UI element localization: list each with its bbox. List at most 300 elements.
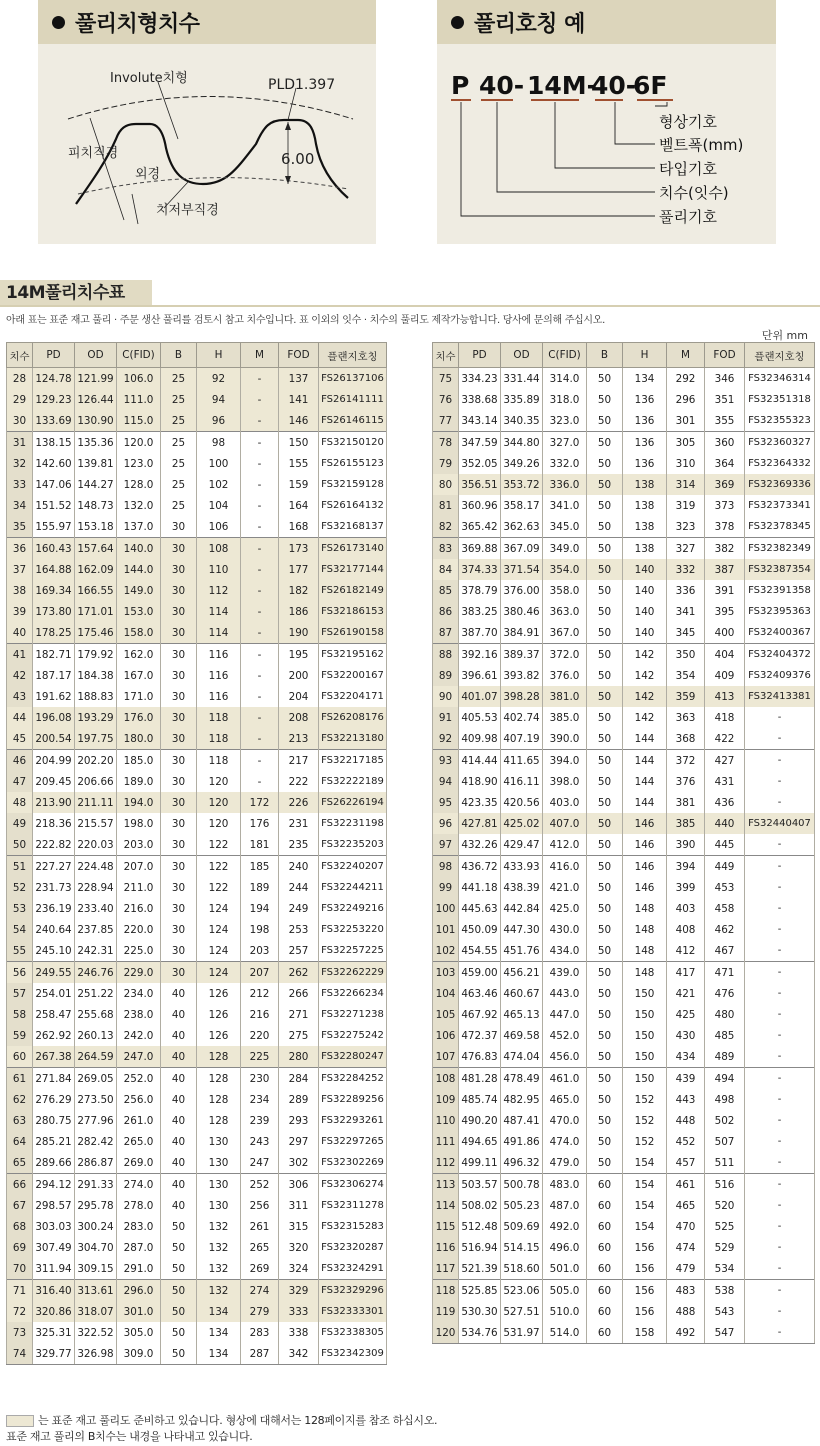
table-cell: 287.0 — [117, 1237, 161, 1258]
table-cell: 193.29 — [75, 707, 117, 728]
table-cell: FS32257225 — [319, 940, 387, 962]
table-cell: FS32293261 — [319, 1110, 387, 1131]
table-cell: - — [745, 728, 815, 750]
table-cell: 247.0 — [117, 1046, 161, 1068]
table-cell: - — [241, 559, 279, 580]
table-cell: 50 — [587, 750, 623, 772]
table-cell: 385.0 — [543, 707, 587, 728]
table-cell: 30 — [161, 792, 197, 813]
table-cell: 476 — [705, 983, 745, 1004]
table-cell: 110 — [197, 559, 241, 580]
table-cell: 425 — [667, 1004, 705, 1025]
table-cell: 148 — [623, 940, 667, 962]
table-cell: 155.97 — [33, 516, 75, 538]
table-cell: 30 — [161, 962, 197, 984]
table-cell: 144.0 — [117, 559, 161, 580]
teeth-count-cell: 75 — [433, 368, 459, 390]
teeth-count-cell: 72 — [7, 1301, 33, 1322]
table-cell: 30 — [161, 940, 197, 962]
table-cell: 350 — [667, 644, 705, 666]
table-cell: 252.0 — [117, 1068, 161, 1090]
table-cell: 155 — [279, 453, 319, 474]
table-cell: 432.26 — [459, 834, 501, 856]
table-cell: 314 — [667, 474, 705, 495]
teeth-count-cell: 101 — [433, 919, 459, 940]
table-cell: 369 — [705, 474, 745, 495]
table-cell: - — [745, 771, 815, 792]
table-cell: - — [745, 1174, 815, 1196]
table-cell: 306 — [279, 1174, 319, 1196]
table-cell: 116 — [197, 686, 241, 707]
table-cell: 239 — [241, 1110, 279, 1131]
table-cell: 220 — [241, 1025, 279, 1046]
teeth-count-cell: 118 — [433, 1280, 459, 1302]
table-cell: 534.76 — [459, 1322, 501, 1344]
table-cell: 194 — [241, 898, 279, 919]
table-cell: 363 — [667, 707, 705, 728]
table-row — [7, 665, 387, 686]
table-cell: 543 — [705, 1301, 745, 1322]
table-cell: 327.0 — [543, 432, 587, 454]
table-cell: 262.92 — [33, 1025, 75, 1046]
table-cell: - — [745, 962, 815, 984]
table-cell: 25 — [161, 389, 197, 410]
table-cell: FS26155123 — [319, 453, 387, 474]
table-cell: 514.15 — [501, 1237, 543, 1258]
table-cell: 154 — [623, 1174, 667, 1196]
table-cell: 305.0 — [117, 1322, 161, 1343]
table-cell: 126.44 — [75, 389, 117, 410]
teeth-count-cell: 30 — [7, 410, 33, 432]
table-cell: 133.69 — [33, 410, 75, 432]
code-part-p: P — [451, 71, 470, 100]
table-cell: 194.0 — [117, 792, 161, 813]
table-row — [7, 792, 387, 813]
table-cell: 459.00 — [459, 962, 501, 984]
teeth-count-cell: 117 — [433, 1258, 459, 1280]
table-cell: 50 — [587, 1068, 623, 1090]
table-cell: FS32235203 — [319, 834, 387, 856]
table-cell: 261 — [241, 1216, 279, 1237]
table-cell: 508.02 — [459, 1195, 501, 1216]
table-cell: 191.62 — [33, 686, 75, 707]
table-cell: 338.68 — [459, 389, 501, 410]
table-cell: - — [745, 940, 815, 962]
table-cell: 430.0 — [543, 919, 587, 940]
table-cell: 236.19 — [33, 898, 75, 919]
table-cell: 130.90 — [75, 410, 117, 432]
table-cell: 136 — [623, 410, 667, 432]
table-cell: 30 — [161, 644, 197, 666]
teeth-count-cell: 106 — [433, 1025, 459, 1046]
code-part-width: 40- — [591, 71, 637, 100]
table-cell: 50 — [587, 771, 623, 792]
table-cell: 234 — [241, 1089, 279, 1110]
table-cell: 380.46 — [501, 601, 543, 622]
table-cell: 440 — [705, 813, 745, 834]
table-cell: 128 — [197, 1068, 241, 1090]
table-cell: 156 — [623, 1301, 667, 1322]
table-cell: 118 — [197, 707, 241, 728]
table-cell: 30 — [161, 750, 197, 772]
table-cell: 301 — [667, 410, 705, 432]
table-cell: 331.44 — [501, 368, 543, 390]
table-row — [433, 1280, 815, 1302]
teeth-count-cell: 120 — [433, 1322, 459, 1344]
table-cell: 244 — [279, 877, 319, 898]
table-cell: 60 — [587, 1280, 623, 1302]
table-cell: 128 — [197, 1046, 241, 1068]
table-cell: 240 — [279, 856, 319, 878]
table-cell: 164 — [279, 495, 319, 516]
teeth-count-cell: 60 — [7, 1046, 33, 1068]
table-cell: 150 — [623, 1004, 667, 1025]
table-cell: 461.0 — [543, 1068, 587, 1090]
table-row — [7, 813, 387, 834]
table-row — [433, 771, 815, 792]
table-cell: 142 — [623, 644, 667, 666]
table-cell: 225 — [241, 1046, 279, 1068]
table-cell: FS32413381 — [745, 686, 815, 707]
table-cell: 132 — [197, 1216, 241, 1237]
table-cell: 413 — [705, 686, 745, 707]
table-row — [7, 474, 387, 495]
teeth-count-cell: 94 — [433, 771, 459, 792]
table-cell: 265.0 — [117, 1131, 161, 1152]
table-cell: 30 — [161, 919, 197, 940]
table-cell: 325.31 — [33, 1322, 75, 1343]
table-cell: 292 — [667, 368, 705, 390]
column-header: H — [197, 343, 241, 368]
table-cell: FS32320287 — [319, 1237, 387, 1258]
table-cell: 148.73 — [75, 495, 117, 516]
dimension-table-right — [432, 342, 815, 1344]
table-cell: 294.12 — [33, 1174, 75, 1196]
table-cell: 40 — [161, 1046, 197, 1068]
table-cell: 150 — [623, 1068, 667, 1090]
table-cell: 213 — [279, 728, 319, 750]
table-cell: 478.49 — [501, 1068, 543, 1090]
table-cell: 172 — [241, 792, 279, 813]
table-cell: 252 — [241, 1174, 279, 1196]
table-cell: FS32249216 — [319, 898, 387, 919]
teeth-count-cell: 107 — [433, 1046, 459, 1068]
table-cell: - — [745, 1216, 815, 1237]
table-cell: 531.97 — [501, 1322, 543, 1344]
table-cell: - — [745, 1152, 815, 1174]
teeth-count-cell: 66 — [7, 1174, 33, 1196]
teeth-count-cell: 40 — [7, 622, 33, 644]
table-cell: 173 — [279, 538, 319, 560]
column-header: C(FID) — [543, 343, 587, 368]
table-cell: - — [241, 410, 279, 432]
table-cell: 200 — [279, 665, 319, 686]
table-cell: 207.0 — [117, 856, 161, 878]
table-cell: 50 — [587, 813, 623, 834]
table-cell: 275 — [279, 1025, 319, 1046]
table-cell: 450.09 — [459, 919, 501, 940]
table-cell: 405.53 — [459, 707, 501, 728]
teeth-count-cell: 67 — [7, 1195, 33, 1216]
table-cell: 50 — [587, 940, 623, 962]
table-cell: FS32391358 — [745, 580, 815, 601]
table-cell: 274.0 — [117, 1174, 161, 1196]
table-cell: 25 — [161, 474, 197, 495]
table-cell: FS32186153 — [319, 601, 387, 622]
table-cell: 487.41 — [501, 1110, 543, 1131]
table-cell: 202.20 — [75, 750, 117, 772]
table-cell: 156 — [623, 1237, 667, 1258]
teeth-count-cell: 99 — [433, 877, 459, 898]
table-cell: 319 — [667, 495, 705, 516]
table-cell: 304.70 — [75, 1237, 117, 1258]
table-cell: 40 — [161, 1131, 197, 1152]
table-cell: 520 — [705, 1195, 745, 1216]
teeth-count-cell: 65 — [7, 1152, 33, 1174]
table-cell: 434.0 — [543, 940, 587, 962]
table-cell: 146 — [279, 410, 319, 432]
table-cell: 474 — [667, 1237, 705, 1258]
table-cell: 237.85 — [75, 919, 117, 940]
table-cell: - — [745, 1068, 815, 1090]
table-cell: 118 — [197, 728, 241, 750]
table-cell: 94 — [197, 389, 241, 410]
table-cell: 247 — [241, 1152, 279, 1174]
table-row — [433, 686, 815, 707]
table-cell: - — [241, 771, 279, 792]
teeth-count-cell: 96 — [433, 813, 459, 834]
table-cell: 50 — [587, 622, 623, 644]
table-cell: - — [745, 898, 815, 919]
table-cell: 140 — [623, 622, 667, 644]
table-cell: 128.0 — [117, 474, 161, 495]
table-cell: 291.0 — [117, 1258, 161, 1280]
table-cell: 453 — [705, 877, 745, 898]
table-cell: 445.63 — [459, 898, 501, 919]
table-cell: 50 — [587, 495, 623, 516]
teeth-count-cell: 77 — [433, 410, 459, 432]
table-cell: - — [241, 707, 279, 728]
table-cell: - — [745, 1258, 815, 1280]
teeth-count-cell: 90 — [433, 686, 459, 707]
table-row — [7, 962, 387, 984]
column-header: B — [587, 343, 623, 368]
table-cell: 60 — [587, 1322, 623, 1344]
footnote-stock-text: 는 표준 재고 풀리도 준비하고 있습니다. 형상에 대해서는 128페이지를 참조 하십시오. — [38, 1414, 438, 1427]
table-cell: 293 — [279, 1110, 319, 1131]
table-body-left — [7, 368, 387, 1365]
table-cell: 206.66 — [75, 771, 117, 792]
table-cell: - — [241, 516, 279, 538]
dimension-table-left — [6, 342, 387, 1365]
table-cell: 92 — [197, 368, 241, 390]
table-cell: 385 — [667, 813, 705, 834]
table-cell: 50 — [587, 792, 623, 813]
table-row — [7, 1343, 387, 1365]
table-cell: - — [745, 1089, 815, 1110]
table-cell: 393.82 — [501, 665, 543, 686]
table-row — [433, 962, 815, 984]
table-cell: 124 — [197, 919, 241, 940]
table-cell: 135.36 — [75, 432, 117, 454]
table-cell: 159 — [279, 474, 319, 495]
table-row — [433, 1195, 815, 1216]
table-cell: 482.95 — [501, 1089, 543, 1110]
table-cell: 138 — [623, 495, 667, 516]
table-cell: 50 — [587, 474, 623, 495]
table-cell: 527.51 — [501, 1301, 543, 1322]
table-cell: FS32306274 — [319, 1174, 387, 1196]
table-cell: 50 — [587, 644, 623, 666]
table-cell: 106.0 — [117, 368, 161, 390]
table-cell: 156 — [623, 1258, 667, 1280]
table-cell: 153.18 — [75, 516, 117, 538]
table-cell: FS26141111 — [319, 389, 387, 410]
table-cell: 260.13 — [75, 1025, 117, 1046]
table-cell: 457 — [667, 1152, 705, 1174]
table-cell: 265 — [241, 1237, 279, 1258]
column-header: 치수 — [7, 343, 33, 368]
table-cell: 309.0 — [117, 1343, 161, 1365]
table-cell: 122 — [197, 834, 241, 856]
table-cell: FS32351318 — [745, 389, 815, 410]
table-cell: FS32195162 — [319, 644, 387, 666]
table-cell: 50 — [587, 834, 623, 856]
table-cell: 510.0 — [543, 1301, 587, 1322]
table-cell: 40 — [161, 1025, 197, 1046]
table-cell: 204.99 — [33, 750, 75, 772]
table-cell: 126 — [197, 983, 241, 1004]
teeth-count-cell: 61 — [7, 1068, 33, 1090]
table-cell: 373 — [705, 495, 745, 516]
table-cell: 349.26 — [501, 453, 543, 474]
table-cell: 50 — [161, 1343, 197, 1365]
table-cell: 132 — [197, 1258, 241, 1280]
table-cell: 129.23 — [33, 389, 75, 410]
teeth-count-cell: 76 — [433, 389, 459, 410]
table-cell: 300.24 — [75, 1216, 117, 1237]
table-row — [433, 792, 815, 813]
leader-type — [555, 102, 655, 168]
table-cell: 96 — [197, 410, 241, 432]
table-cell: 218.36 — [33, 813, 75, 834]
table-row — [433, 1322, 815, 1344]
tooth-profile-panel — [38, 0, 376, 244]
table-cell: 254.01 — [33, 983, 75, 1004]
table-cell: 417 — [667, 962, 705, 984]
bullet-icon — [451, 16, 464, 29]
legend-teeth: 치수(잇수) — [659, 184, 729, 202]
section-divider — [0, 305, 820, 307]
table-cell: 50 — [587, 1110, 623, 1131]
table-row — [433, 1174, 815, 1196]
table-row — [433, 728, 815, 750]
table-row — [433, 1004, 815, 1025]
table-cell: 190 — [279, 622, 319, 644]
table-row — [7, 1216, 387, 1237]
table-cell: 124 — [197, 898, 241, 919]
column-header: C(FID) — [117, 343, 161, 368]
table-cell: 465.13 — [501, 1004, 543, 1025]
table-cell: 354.0 — [543, 559, 587, 580]
table-row — [433, 580, 815, 601]
table-cell: 243 — [241, 1131, 279, 1152]
table-cell: 499.11 — [459, 1152, 501, 1174]
table-cell: 152 — [623, 1131, 667, 1152]
table-row — [7, 580, 387, 601]
table-cell: 50 — [587, 601, 623, 622]
table-row — [7, 1195, 387, 1216]
table-cell: 525 — [705, 1216, 745, 1237]
table-cell: 50 — [587, 1004, 623, 1025]
table-cell: 336.0 — [543, 474, 587, 495]
table-cell: 167.0 — [117, 665, 161, 686]
table-row — [7, 1004, 387, 1025]
column-header: PD — [459, 343, 501, 368]
table-cell: FS32404372 — [745, 644, 815, 666]
table-cell: 530.30 — [459, 1301, 501, 1322]
table-row — [433, 601, 815, 622]
table-cell: 233.40 — [75, 898, 117, 919]
table-cell: 329 — [279, 1280, 319, 1302]
table-cell: 431 — [705, 771, 745, 792]
table-row — [433, 898, 815, 919]
table-cell: 447.0 — [543, 1004, 587, 1025]
table-cell: 115.0 — [117, 410, 161, 432]
table-cell: FS32289256 — [319, 1089, 387, 1110]
table-cell: 441.18 — [459, 877, 501, 898]
table-row — [433, 453, 815, 474]
table-cell: FS32284252 — [319, 1068, 387, 1090]
table-cell: 471 — [705, 962, 745, 984]
table-row — [7, 940, 387, 962]
table-cell: 255.68 — [75, 1004, 117, 1025]
table-cell: 50 — [587, 410, 623, 432]
table-cell: 264.59 — [75, 1046, 117, 1068]
table-cell: FS32271238 — [319, 1004, 387, 1025]
table-cell: 245.10 — [33, 940, 75, 962]
table-cell: 476.83 — [459, 1046, 501, 1068]
code-part-shape: 6F — [633, 71, 668, 100]
table-cell: 50 — [587, 728, 623, 750]
teeth-count-cell: 113 — [433, 1174, 459, 1196]
depth-label: 6.00 — [281, 150, 315, 168]
table-cell: - — [745, 1046, 815, 1068]
table-cell: 30 — [161, 665, 197, 686]
table-row — [7, 410, 387, 432]
table-cell: 305 — [667, 432, 705, 454]
table-cell: 496.0 — [543, 1237, 587, 1258]
table-row — [7, 368, 387, 390]
table-cell: - — [745, 1322, 815, 1344]
table-cell: 343.14 — [459, 410, 501, 432]
table-cell: 136 — [623, 432, 667, 454]
table-row — [7, 834, 387, 856]
table-cell: 423.35 — [459, 792, 501, 813]
table-cell: 30 — [161, 601, 197, 622]
table-cell: 50 — [587, 516, 623, 538]
table-cell: 309.15 — [75, 1258, 117, 1280]
table-cell: 454.55 — [459, 940, 501, 962]
table-cell: 215.57 — [75, 813, 117, 834]
table-cell: FS32360327 — [745, 432, 815, 454]
table-cell: 229.0 — [117, 962, 161, 984]
pitch-circle-line — [68, 97, 353, 120]
column-header: H — [623, 343, 667, 368]
table-cell: 25 — [161, 495, 197, 516]
table-cell: 342 — [279, 1343, 319, 1365]
table-cell: 470 — [667, 1216, 705, 1237]
